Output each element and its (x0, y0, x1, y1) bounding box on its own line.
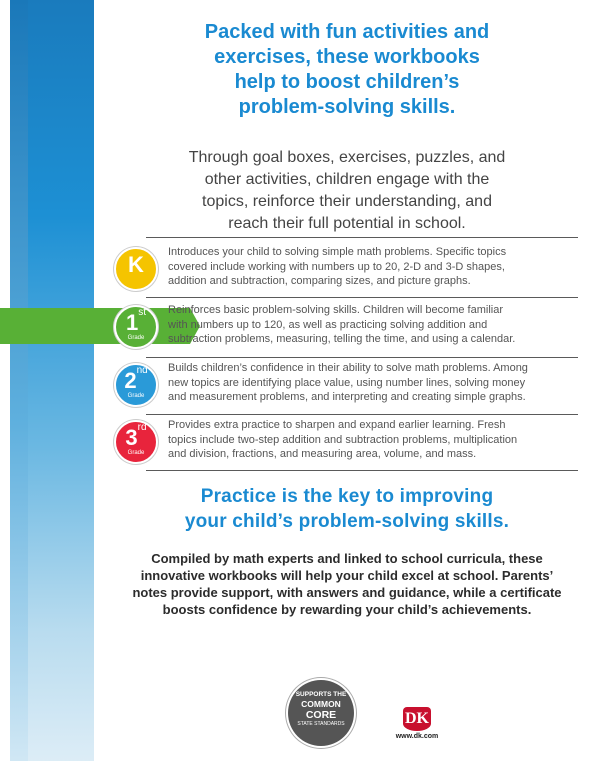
grade-row-3rd (94, 413, 600, 471)
grade-badge-word: Grade (127, 335, 145, 341)
intro-line: topics, reinforce their understanding, and (202, 193, 492, 210)
headline-line: exercises, these workbooks (214, 46, 480, 68)
intro-line: reach their full potential in school. (228, 215, 466, 232)
divider-rule (146, 470, 578, 471)
desc-line: new topics are identifying place value, using number lines, solving money (168, 376, 526, 389)
grade-badge-word: Grade (127, 450, 145, 456)
main-content (94, 0, 600, 771)
desc-line: Reinforces basic problem-solving skills. Children will become familiar (168, 304, 504, 316)
headline-line: Packed with fun activities and (204, 21, 490, 43)
grade-badge-suffix: nd (136, 365, 148, 376)
badge-text: STATE STANDARDS (297, 721, 345, 727)
grade-badge-k (114, 247, 158, 291)
grade-badge-suffix: st (138, 307, 147, 318)
intro-paragraph (114, 147, 580, 235)
grade-row-1st (94, 298, 600, 356)
badge-text: COMMON (301, 699, 341, 709)
left-blue-strip (0, 0, 94, 771)
grade-badge-label: 2 (124, 368, 137, 393)
body-line: innovative workbooks will help your child excel at school. Parents’ (140, 568, 554, 583)
desc-line: with numbers up to 120, as well as practicing solving addition and (168, 318, 488, 331)
body-line: Compiled by math experts and linked to school curricula, these (151, 551, 543, 566)
left-white-margin (0, 0, 10, 771)
body-line: boosts confidence by rewarding your child’s achievements. (162, 602, 532, 617)
grade-description-3rd (168, 418, 583, 462)
body-line: notes provide support, with answers and guidance, while a certificate (132, 585, 562, 600)
headline (94, 20, 600, 120)
headline-line: problem-solving skills. (238, 96, 456, 118)
grade-row-2nd (94, 356, 600, 414)
badge-text: SUPPORTS THE (295, 691, 347, 698)
tagline-line: your child’s problem-solving skills. (184, 511, 510, 532)
badge-text: CORE (305, 709, 337, 721)
desc-line: subtraction problems, measuring, telling the time, and using a calendar. (168, 333, 516, 345)
desc-line: topics include two-step addition and subtraction problems, multiplication (168, 433, 518, 446)
desc-line: Provides extra practice to sharpen and expand earlier learning. Fresh (168, 419, 506, 431)
desc-line: Introduces your child to solving simple math problems. Specific topics (168, 246, 507, 258)
grade-badge-suffix: rd (137, 422, 147, 433)
desc-line: addition and subtraction, comparing sizes, and picture graphs. (168, 275, 471, 287)
grade-badge-1st (114, 305, 158, 349)
grade-badge-word: Grade (127, 393, 145, 399)
grade-description-k (168, 245, 583, 289)
publisher-url: www.dk.com (395, 733, 439, 740)
intro-line: Through goal boxes, exercises, puzzles, and (188, 149, 506, 166)
desc-line: covered include working with numbers up to 20, 2-D and 3-D shapes, (168, 260, 505, 273)
tagline-line: Practice is the key to improving (200, 486, 494, 507)
grade-description-2nd (168, 361, 583, 405)
left-blue-edge (10, 0, 28, 771)
tagline (94, 484, 600, 534)
desc-line: Builds children’s confidence in their ability to solve math problems. Among (168, 362, 528, 374)
grade-badge-label: K (128, 252, 144, 277)
dk-logo: DK (403, 707, 431, 731)
desc-line: and division, fractions, and measuring area, volume, and mass. (168, 448, 477, 460)
grade-badge-label: 1 (125, 310, 139, 335)
grade-badge-3rd (114, 420, 158, 464)
headline-line: help to boost children’s (234, 71, 460, 93)
divider-rule (146, 237, 578, 238)
common-core-badge (288, 680, 354, 746)
desc-line: and measurement problems, and interpreting and creating simple graphs. (168, 391, 526, 403)
intro-line: other activities, children engage with the (204, 171, 490, 188)
grade-badge-label: 3 (125, 425, 138, 450)
bottom-white-band (0, 761, 600, 771)
grade-description-1st (168, 303, 583, 347)
grade-row-k (94, 240, 600, 298)
grade-badge-2nd (114, 363, 158, 407)
body-paragraph (118, 550, 576, 618)
